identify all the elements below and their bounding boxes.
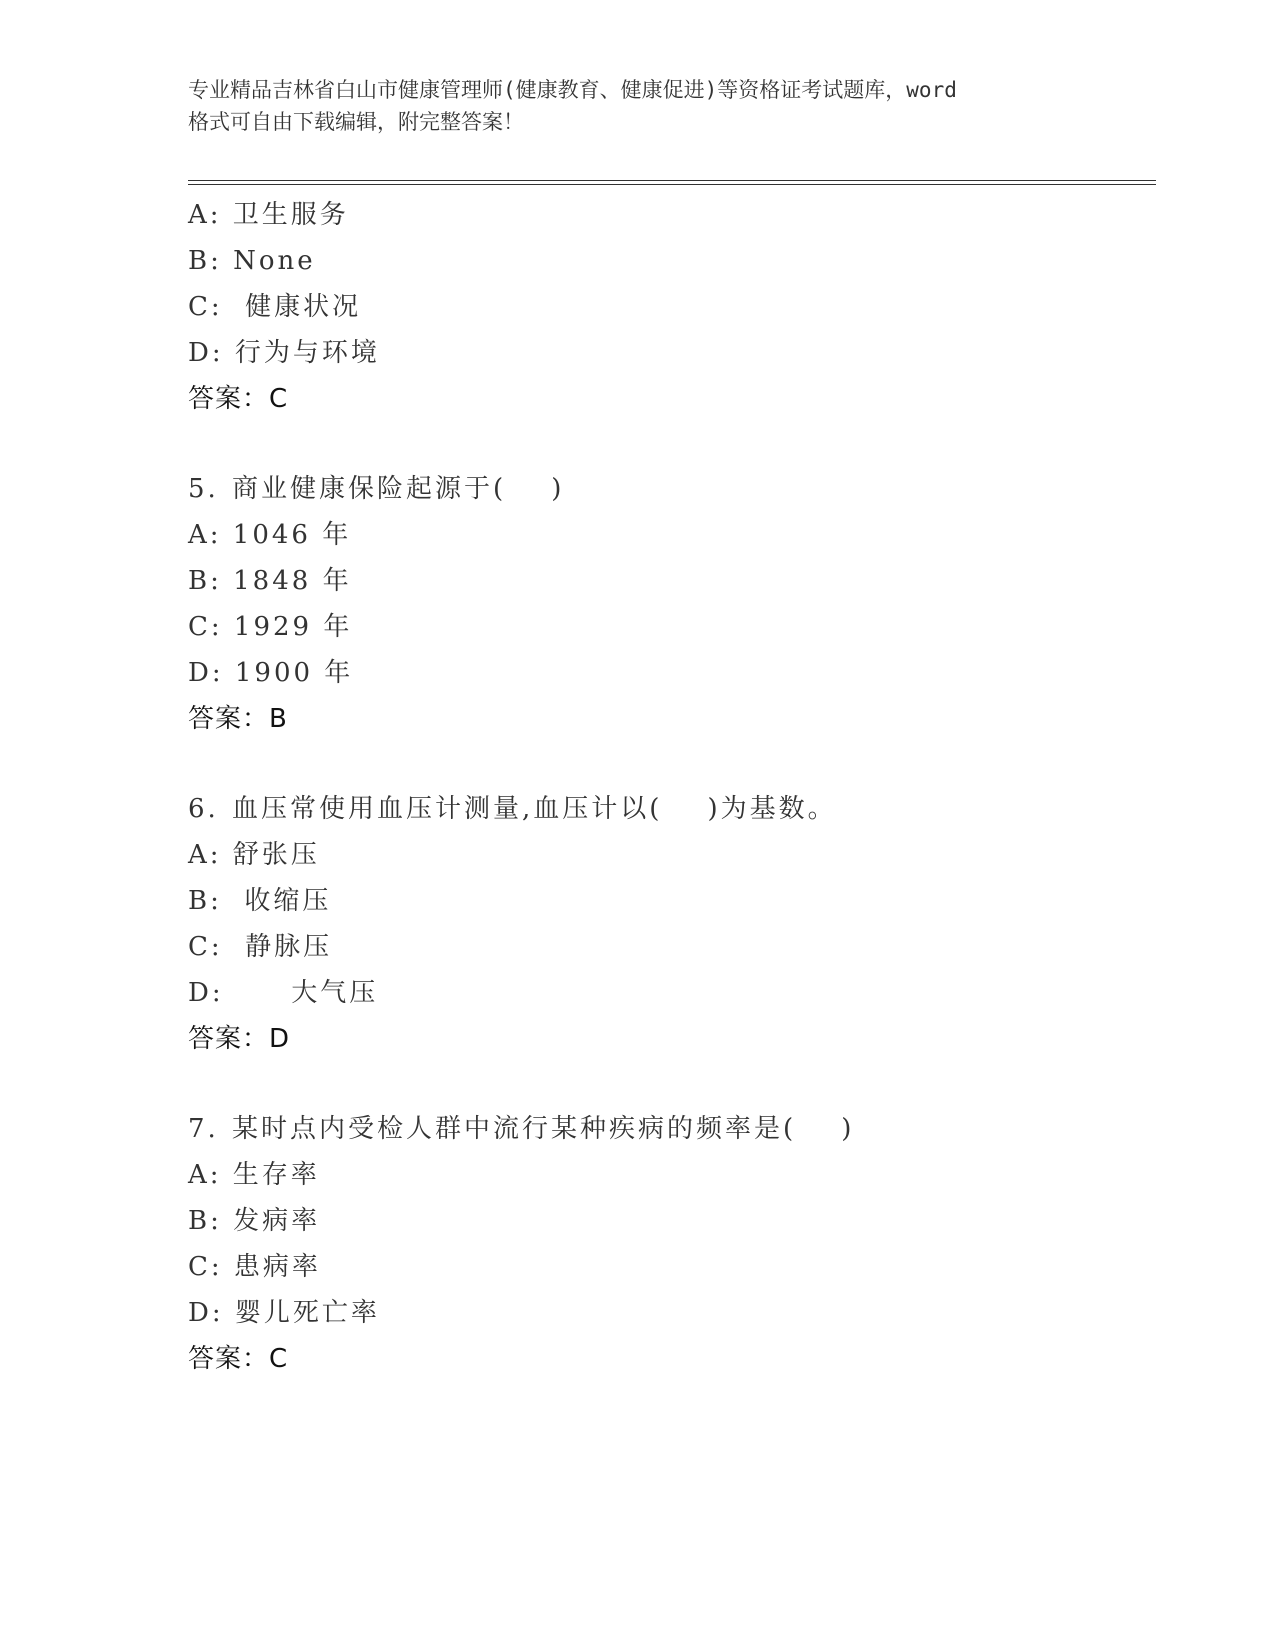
option-a: A: 生存率 [188,1160,320,1190]
option-c: C: 1929 年 [188,612,353,642]
option-a: A: 舒张压 [188,840,320,870]
question-number: 6. [188,794,219,824]
option-b: B: 收缩压 [188,886,332,916]
answer: 答案：D [188,1024,291,1054]
question-7 [188,1106,1148,1382]
option-d: D: 行为与环境 [188,338,380,368]
question-number: 5. [188,474,219,504]
header-line-2: 格式可自由下载编辑，附完整答案！ [188,110,524,134]
answer: 答案：B [188,704,288,734]
option-a: A: 卫生服务 [188,200,349,230]
question-6 [188,786,1148,1062]
option-c: C: 静脉压 [188,932,333,962]
question-text: 血压常使用血压计测量,血压计以( )为基数。 [232,794,837,824]
option-a: A: 1046 年 [188,520,352,550]
option-d: D: 婴儿死亡率 [188,1298,380,1328]
question-text: 某时点内受检人群中流行某种疾病的频率是( ) [232,1114,855,1144]
question-text: 商业健康保险起源于( ) [232,474,565,504]
header-divider [188,180,1156,185]
option-c: C: 患病率 [188,1252,321,1282]
question-stem [188,786,1148,832]
question-stem [188,1106,1148,1152]
question-number: 7. [188,1114,219,1144]
answer: 答案：C [188,384,289,414]
question-4 [188,192,1148,422]
option-b: B: 发病率 [188,1206,321,1236]
option-b: B: 1848 年 [188,566,352,596]
option-b: B: None [188,246,316,276]
option-d: D: 1900 年 [188,658,354,688]
header-line-1: 专业精品吉林省白山市健康管理师(健康教育、健康促进)等资格证考试题库，word [188,78,957,102]
document-header [188,74,1088,138]
question-list [188,192,1148,1382]
option-d: D: 大气压 [188,978,379,1008]
answer: 答案：C [188,1344,289,1374]
question-stem [188,466,1148,512]
question-5 [188,466,1148,742]
option-c: C: 健康状况 [188,292,362,322]
